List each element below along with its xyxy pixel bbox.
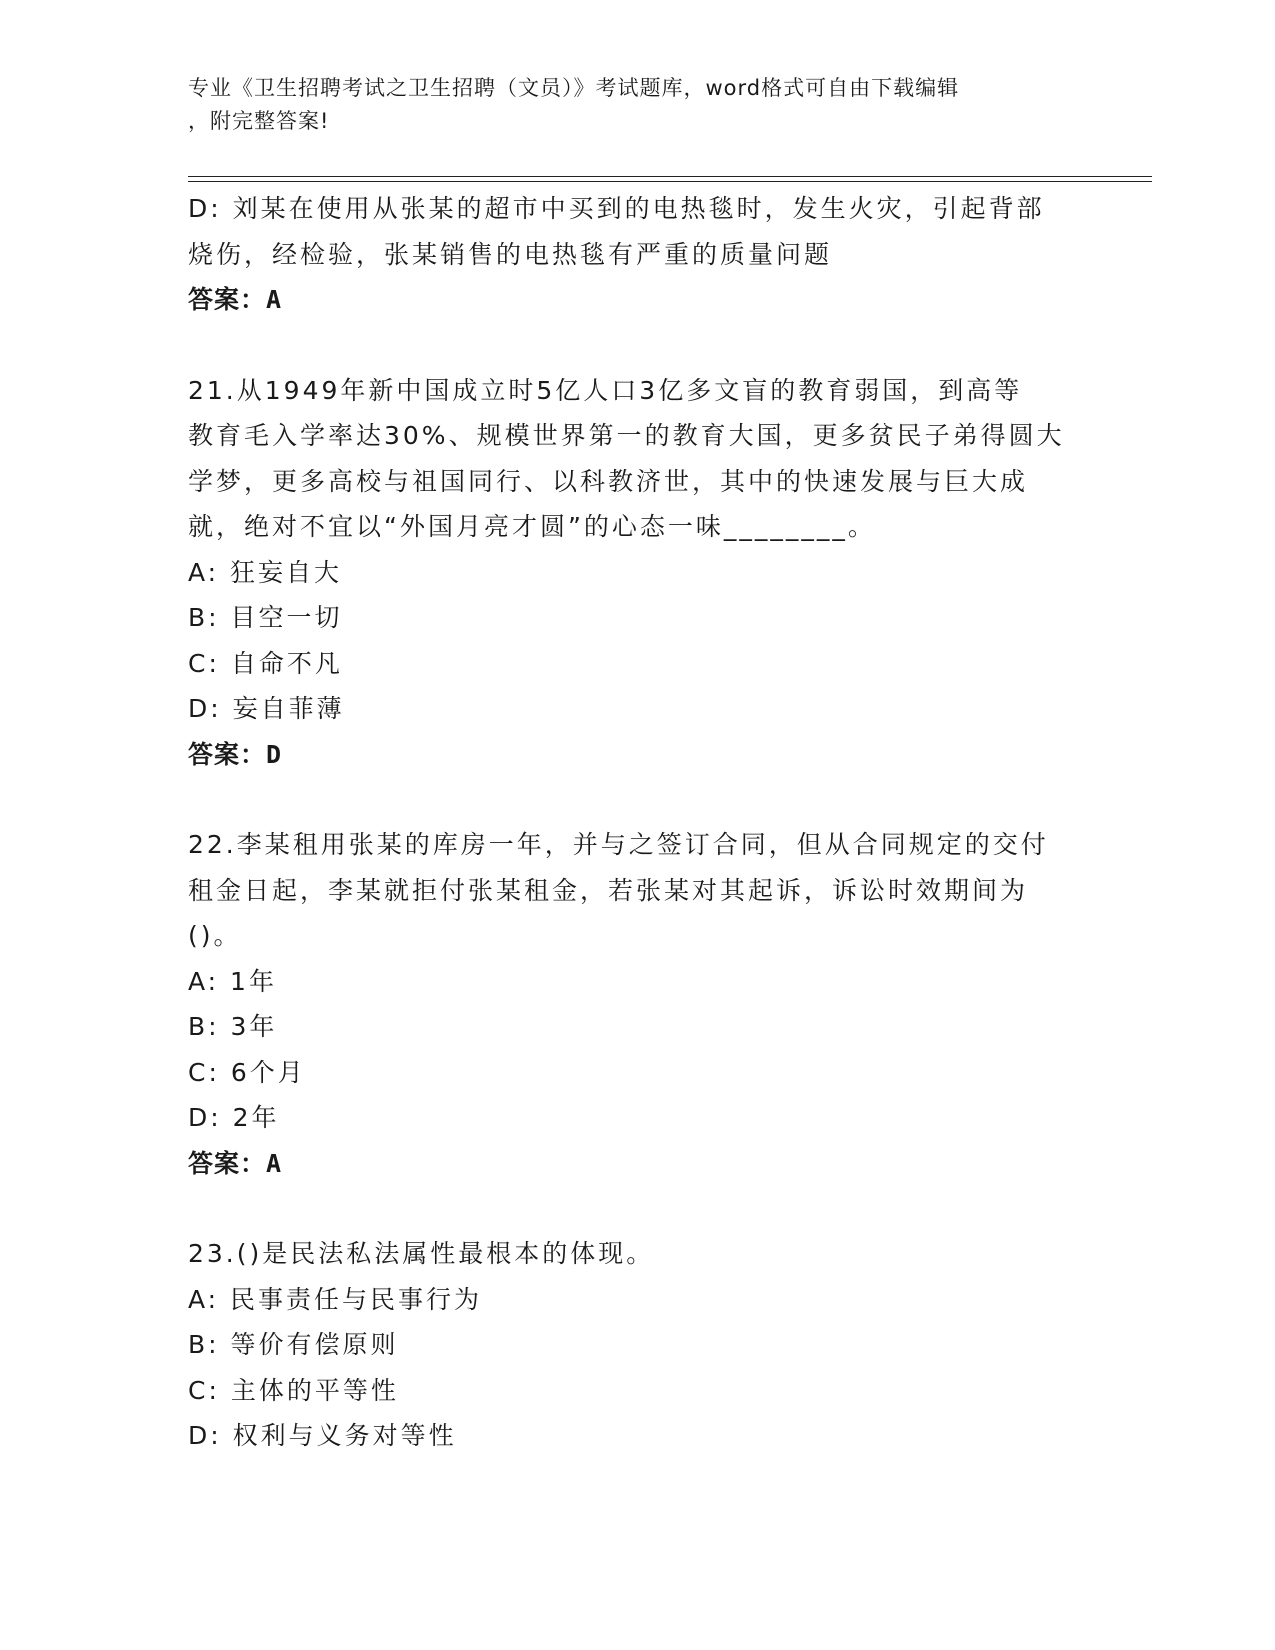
question-text: 23.()是民法私法属性最根本的体现。	[188, 1239, 655, 1268]
header-divider-bottom	[188, 181, 1152, 182]
option-c: C: 6个月	[188, 1057, 306, 1087]
header-divider-top	[188, 176, 1152, 177]
answer: 答案：A	[188, 1148, 283, 1178]
question-text: 租金日起，李某就拒付张某租金，若张某对其起诉，诉讼时效期间为	[188, 875, 1029, 905]
option-b: B: 等价有偿原则	[188, 1330, 399, 1359]
question-content	[188, 186, 1118, 1459]
option-d-line-1: D: 刘某在使用从张某的超市中买到的电热毯时，发生火灾，引起背部	[188, 194, 1045, 223]
question-23	[188, 1231, 1118, 1459]
question-text: 21.从1949年新中国成立时5亿人口3亿多文盲的教育弱国，到高等	[188, 375, 1023, 405]
option-d: D: 妄自菲薄	[188, 694, 345, 723]
answer: 答案：D	[188, 739, 283, 769]
question-text: 22.李某租用张某的库房一年，并与之签订合同，但从合同规定的交付	[188, 830, 1049, 859]
header-line-2: ，附完整答案!	[188, 109, 330, 133]
option-a: A: 民事责任与民事行为	[188, 1284, 483, 1314]
option-c: C: 自命不凡	[188, 648, 343, 678]
option-a: A: 狂妄自大	[188, 557, 343, 587]
previous-question-fragment	[188, 186, 1118, 323]
question-22	[188, 822, 1118, 1186]
spacer	[188, 1186, 1118, 1231]
spacer	[188, 323, 1118, 368]
option-d: D: 权利与义务对等性	[188, 1421, 457, 1450]
question-text: 教育毛入学率达30%、规模世界第一的教育大国，更多贫民子弟得圆大	[188, 421, 1065, 450]
answer: 答案：A	[188, 285, 283, 314]
option-b: B: 目空一切	[188, 603, 343, 632]
question-21	[188, 368, 1118, 778]
question-text: 就，绝对不宜以“外国月亮才圆”的心态一味________。	[188, 512, 876, 541]
spacer	[188, 777, 1118, 822]
option-d-line-2: 烧伤，经检验，张某销售的电热毯有严重的质量问题	[188, 239, 833, 269]
option-d: D: 2年	[188, 1103, 280, 1132]
option-a: A: 1年	[188, 966, 277, 996]
header-line-1: 专业《卫生招聘考试之卫生招聘（文员）》考试题库，word格式可自由下载编辑	[188, 76, 960, 100]
option-b: B: 3年	[188, 1012, 278, 1041]
question-text: ()。	[188, 921, 242, 950]
question-text: 学梦，更多高校与祖国同行、以科教济世，其中的快速发展与巨大成	[188, 466, 1029, 496]
page-header	[188, 72, 1088, 138]
option-c: C: 主体的平等性	[188, 1375, 399, 1405]
